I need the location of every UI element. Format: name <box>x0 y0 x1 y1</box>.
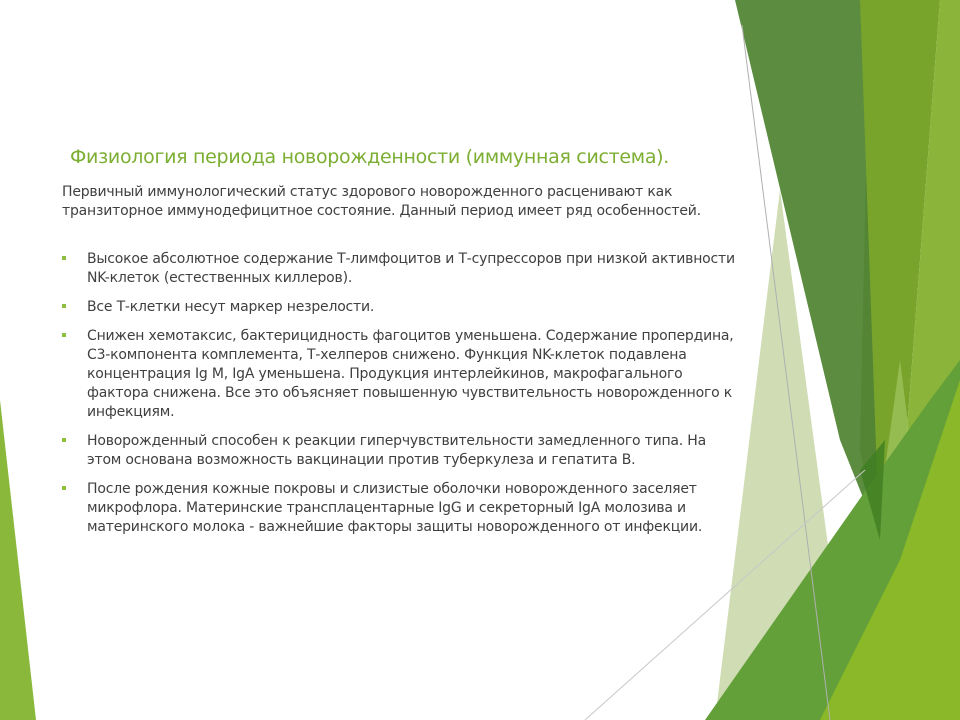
bullet-item <box>60 298 740 317</box>
bullet-square-icon <box>62 438 66 442</box>
bullet-text: После рождения кожные покровы и слизистые оболочки новорожденного заселяет микрофлора. Материнские трансплацентарные IgG и секреторный IgA молозива и материнского молока - важнейшие факторы защиты новорожденного от инфекции. <box>87 481 703 535</box>
bullet-item <box>60 480 740 537</box>
slide-title: Физиология периода новорожденности (иммунная система). <box>70 146 670 168</box>
bullet-text: Высокое абсолютное содержание Т-лимфоцитов и Т-супрессоров при низкой активности NK-клеток (естественных киллеров). <box>87 251 735 286</box>
left-green-wedge <box>0 400 36 720</box>
intro-paragraph: Первичный иммунологический статус здорового новорожденного расценивают как транзиторное иммунодефицитное состояние. Данный период имеет ряд особенностей. <box>62 184 701 219</box>
bullet-text: Все Т-клетки несут маркер незрелости. <box>87 299 375 315</box>
bullet-item <box>60 250 740 288</box>
bullet-text: Новорожденный способен к реакции гиперчувствительности замедленного типа. На этом основана возможность вакцинации против туберкулеза и гепатита В. <box>87 433 707 468</box>
bullet-square-icon <box>62 333 66 337</box>
bullet-item <box>60 432 740 470</box>
bullet-item <box>60 327 740 422</box>
bullet-square-icon <box>62 304 66 308</box>
bullet-square-icon <box>62 256 66 260</box>
bullet-square-icon <box>62 486 66 490</box>
bullet-list <box>60 250 740 547</box>
bullet-text: Снижен хемотаксис, бактерицидность фагоцитов уменьшена. Содержание пропердина, С3-компонента комплемента, Т-хелперов снижено. Функция NK-клеток подавлена концентрация Ig M, IgA уменьшена. Продукция интерлейкинов, макрофагального фактора снижена. Все это объясняет повышенную чувствительность новорожденного к инфекциям. <box>87 328 734 420</box>
